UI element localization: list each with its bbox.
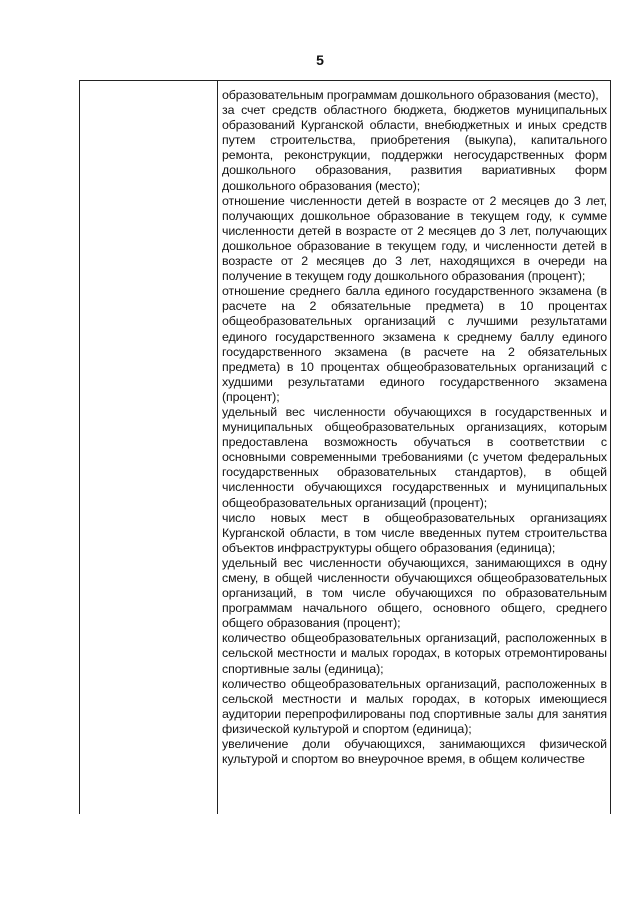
paragraph: удельный вес численности обучающихся, занимающихся в одну смену, в общей численности обучающихся общеобразовательных организаций, в том числе обучающихся по образовательным программам начального общего, основного общего, среднего общего образования (процент); bbox=[222, 555, 607, 631]
page-number: 5 bbox=[316, 52, 324, 68]
paragraph: за счет средств областного бюджета, бюджетов муниципальных образований Курганской области, внебюджетных и иных средств путем строительства, приобретения (выкупа), капитального ремонта, реконструкции, поддержки негосударственных форм дошкольного образования, развития вариативных форм дошкольного образования (место); bbox=[222, 103, 607, 193]
paragraph: количество общеобразовательных организаций, расположенных в сельской местности и малых городах, в которых отремонтированы спортивные залы (единица); bbox=[222, 631, 607, 676]
table-left-cell bbox=[80, 81, 218, 814]
paragraph: отношение среднего балла единого государственного экзамена (в расчете на 2 обязательные предмета) в 10 процентах общеобразовательных организаций с лучшими результатами единого государственного экзамена к среднему баллу единого государственного экзамена (в расчете на 2 обязательных предмета) в 10 процентах общеобразовательных организаций с худшими результатами единого государственного экзамена (процент); bbox=[222, 284, 607, 404]
document-table bbox=[79, 80, 611, 814]
paragraph: отношение численности детей в возрасте от 2 месяцев до 3 лет, получающих дошкольное образование в текущем году, к сумме численности детей в возрасте от 2 месяцев до 3 лет, получающих дошкольное образование в текущем году, и численности детей в возрасте от 2 месяцев до 3 лет, находящихся в очереди на получение в текущем году дошкольного образования (процент); bbox=[222, 193, 607, 284]
paragraph: число новых мест в общеобразовательных организациях Курганской области, в том числе введенных путем строительства объектов инфраструктуры общего образования (единица); bbox=[222, 510, 607, 555]
paragraph: удельный вес численности обучающихся в государственных и муниципальных общеобразовательных организациях, которым предоставлена возможность обучаться в соответствии с основными современными требованиями (с учетом федеральных государственных образовательных стандартов), в общей численности обучающихся государственных и муниципальных общеобразовательных организаций (процент); bbox=[222, 404, 607, 510]
paragraph: образовательным программам дошкольного образования (место), bbox=[222, 88, 599, 102]
paragraph: увеличение доли обучающихся, занимающихся физической культурой и спортом во внеурочное время, в общем количестве bbox=[222, 737, 607, 767]
paragraph: количество общеобразовательных организаций, расположенных в сельской местности и малых городах, в которых имеющиеся аудитории перепрофилированы под спортивные залы для занятия физической культурой и спортом (единица); bbox=[222, 676, 607, 736]
table-right-cell bbox=[222, 88, 607, 814]
